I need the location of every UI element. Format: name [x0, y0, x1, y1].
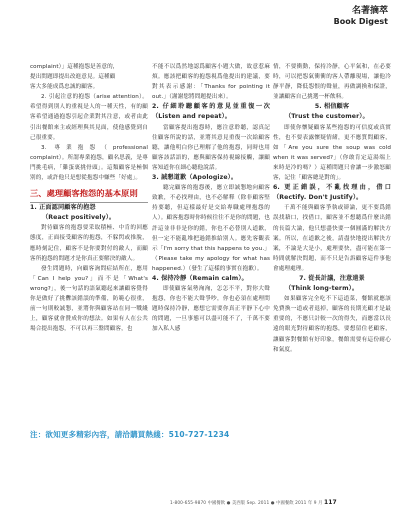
paragraph-react-positively: 對待顧客的抱怨要采取積極、中肯的回應態度，正面接受顧客的抱怨，不躲閃或推脫，應時刻記住，顧客不是你要對付的敵人，而顧客所抱怨的問題才是你真正要解決的敵人。	[30, 225, 148, 262]
subheading-long-term-zh: 7. 從長計議，注意遠景	[299, 274, 365, 282]
paragraph-thanks: 不能不以爲然地認爲顧客小題大做，故意惹麻煩。應該把顧客的抱怨視爲他提出的建議，要對其表示感謝：「Thanks for pointing it out.」（謝謝您將問題提出來）。	[152, 64, 270, 101]
paragraph-apologize: 聽完顧客的抱怨後，應立即誠懇地向顧客致歉，不必找理由，也不必解釋（除非顧客堅持要聽，但這樣最好是交給專職處理抱怨的人）。顧客抱怨時你時候往往不是你的問題，也許這並非非是你的錯，你也不必替別人道歉，但一定不能亂堆把過錯推給別人。應先客觀表示「I'm sorry that this happens to you.」（Please take my apology for what has happened.）（發生了這樣的事實在抱歉）。	[152, 185, 270, 272]
footer-text: 1-800-655-9870 中國餐飲 ● 美西版 Sep. 2011 ● 中國餐飲 2011 年 9 月	[170, 501, 323, 506]
column-1	[30, 62, 148, 334]
subheading-trust-en: （Trust the customer）。	[285, 113, 369, 121]
subheading-react-positively-zh: 1. 正面認同顧客的抱怨	[30, 204, 96, 212]
subheading-rectify: 6. 更正錯誤，不亂找理由，借口（Rectify. Don't Justify）。	[273, 184, 391, 202]
paragraph-listen-repeat: 當顧客提出抱怨時，應注意聆聽，認真記住顧客所說的話，並將其意見重復一次給顧客聽，讓他明白你已理解了他的抱怨，同時也用顧客該話語的，應與顧客保持視線接觸，讓顧客知道你在細心聽他說話。	[152, 124, 270, 171]
page-footer	[170, 499, 337, 506]
subheading-react-positively-en: （React positively）。	[42, 214, 116, 222]
subheading-long-term-en: （Think long-term）。	[285, 285, 359, 293]
paragraph-rectify: 千萬不能與顧客爭執或辯論，更不要爲錯誤找藉口，找借口，顧客並不想聽爲什麼出錯的長篇大論，他只想盡快要一個圓滿的解決方案。所以，在道歉之後，請盡快地提出解決方案，不論是大是小，處理要快，盡可能在第一時間就解決問題，而不只是告訴顧客這件事他會處理處理。	[273, 205, 391, 272]
subheading-apologize: 3. 誠懇道歉（Apologize）。	[152, 174, 238, 182]
column-3	[273, 62, 391, 355]
paragraph-calm-continued: 情，不要衝動，保持冷靜，心平氣和，在必要時，可以把怨氣衝衝的客人帶離現場，讓他冷靜平靜，降低怨恨的聲量，再做調換和保證，並讓顧客自己挑選一杯飲料。	[273, 64, 391, 101]
column-2	[152, 62, 270, 335]
purchase-hotline-note: 注：欲知更多精彩內容，請洽購買熱綫：510-727-1234	[30, 430, 230, 439]
subheading-remain-calm: 4. 保持冷靜（Remain calm）。	[152, 274, 248, 282]
subheading-trust-zh: 5. 相信顧客	[314, 103, 350, 111]
col1-line-2: 提出問題即提出改進意見。這種顧	[30, 74, 116, 81]
paragraph-can-i-help-you: 發生問題時，向顧客詢問症結所在，應用「Can I help you?」而不是「What's wrong?」，後一句話的語氣聽起來讓顧客覺得你是做好了挑釁該錯誤的準備，防範心很重，前一句則較誠懇，並將你與顧客站在同一戰綫上，顧客就會贊成你的想法。如果有人在公共場合提出抱怨，不可以再三盤問顧客，也	[30, 265, 148, 333]
subheading-listen-repeat: 2. 仔細聆聽顧客的意見並重復一次（Listen and repeat）。	[152, 103, 270, 121]
paragraph-trust: 即使你懷疑顧客某些抱怨的可信度或真實性，也不要表露懷疑情緒，更不應質問顧客，如「Are you sure the soup was cold when it was served?」（你敢肯定這湯端上來時是冷的嗎？）這種問題只會讓一步激怒顧客，記住「顧客總是對的」。	[273, 124, 391, 182]
header-title-zh: 名著摘萃	[351, 6, 388, 16]
column-header	[334, 6, 388, 27]
paragraph-professional-complaint: 3. 專業抱怨（professional complaint）。所謂專業抱怨，顧名思義，是專門挑毛病，「雞蛋裏挑骨頭」。這類顧客是極個別的，或許他只是想從抱怨中嫌些「好處」。	[30, 144, 148, 182]
col1-line-3: 客大多能成爲忠誠的顧客。	[30, 84, 99, 91]
header-title-en: Book Digest	[333, 17, 388, 26]
paragraph-arise-attention: 2. 引起注意的抱怨（arise attention）。希望得到別人的重視是人的一種天性，有的顧客希望通過抱怨引起企業對其注意，或者由此引出餐館來主或經理與其見面，使他感覺到自己很重要。	[30, 94, 148, 141]
paragraph-long-term: 如果顧客完全吃不下這道菜，餐館就應該免費換一道或者退掉，顧客的長期光顧才是最重要的，不應只計較一次的得失，而應當以長遠的眼光對待顧客的抱怨，要想留住老顧客，讓顧客對餐館有好印象，餐館需要有這份耐心和氣度。	[273, 296, 391, 353]
section-heading: 三、處理顧客抱怨的基本原則	[30, 187, 148, 203]
page-number: 117	[323, 499, 337, 506]
paragraph-remain-calm: 即使顧客氣勢洶洶，怎怎不平，對你大聲抱怨，你也不能大聲爭吵，你也必須在處理問題時保持冷靜，應想它需要你真正平靜下心中的問題，一旦事態可以盡可能不了，千萬不要加入私人感	[152, 286, 270, 333]
col1-line-1: complaint）」這種抱怨是善意的，	[30, 64, 119, 70]
